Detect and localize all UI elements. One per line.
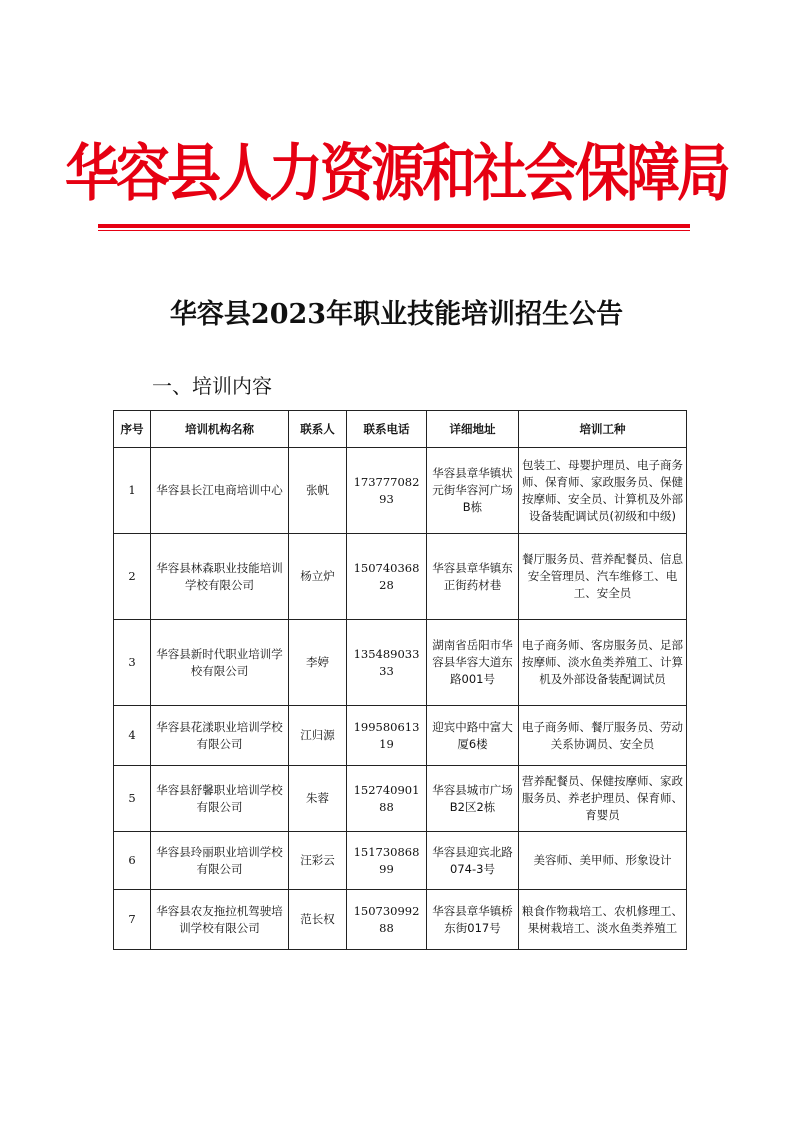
row-occupations: 电子商务师、餐厅服务员、劳动关系协调员、安全员 (519, 706, 687, 766)
table-row (114, 890, 687, 950)
row-address: 华容县章华镇东正街药材巷 (427, 534, 519, 620)
header-occupations: 培训工种 (519, 411, 687, 448)
header-phone: 联系电话 (347, 411, 427, 448)
row-no: 1 (114, 448, 151, 534)
row-phone: 15074036828 (347, 534, 427, 620)
row-phone: 15274090188 (347, 766, 427, 832)
document-title: 华容县2023年职业技能培训招生公告 (169, 299, 624, 330)
table-row (114, 832, 687, 890)
row-address: 华容县章华镇状元街华容河广场B栋 (427, 448, 519, 534)
letterhead-red-rule (98, 224, 690, 228)
header-name: 培训机构名称 (151, 411, 289, 448)
row-name: 华容县花漾职业培训学校有限公司 (151, 706, 289, 766)
row-name: 华容县新时代职业培训学校有限公司 (151, 620, 289, 706)
row-phone: 17377708293 (347, 448, 427, 534)
row-no: 4 (114, 706, 151, 766)
row-contact: 杨立炉 (289, 534, 347, 620)
row-address: 迎宾中路中富大厦6楼 (427, 706, 519, 766)
header-address: 详细地址 (427, 411, 519, 448)
row-name: 华容县林森职业技能培训学校有限公司 (151, 534, 289, 620)
row-contact: 张帆 (289, 448, 347, 534)
row-no: 6 (114, 832, 151, 890)
section-heading: 一、培训内容 (152, 374, 272, 398)
row-phone: 19958061319 (347, 706, 427, 766)
row-address: 华容县城市广场B2区2栋 (427, 766, 519, 832)
table-row (114, 706, 687, 766)
header-no: 序号 (114, 411, 151, 448)
row-contact: 江归源 (289, 706, 347, 766)
training-table (113, 410, 687, 950)
row-contact: 李婷 (289, 620, 347, 706)
row-phone: 15073099288 (347, 890, 427, 950)
row-name: 华容县玲丽职业培训学校有限公司 (151, 832, 289, 890)
row-phone: 13548903333 (347, 620, 427, 706)
row-contact: 汪彩云 (289, 832, 347, 890)
row-no: 7 (114, 890, 151, 950)
table-row (114, 448, 687, 534)
row-no: 5 (114, 766, 151, 832)
row-name: 华容县长江电商培训中心 (151, 448, 289, 534)
row-address: 湖南省岳阳市华容县华容大道东路001号 (427, 620, 519, 706)
table-row (114, 766, 687, 832)
letterhead-red-rule-thin (98, 230, 690, 231)
row-name: 华容县舒馨职业培训学校有限公司 (151, 766, 289, 832)
row-address: 华容县章华镇桥东街017号 (427, 890, 519, 950)
header-contact: 联系人 (289, 411, 347, 448)
row-address: 华容县迎宾北路074-3号 (427, 832, 519, 890)
row-occupations: 餐厅服务员、营养配餐员、信息安全管理员、汽车维修工、电工、安全员 (519, 534, 687, 620)
letterhead-title: 华容县人力资源和社会保障局 (65, 137, 728, 210)
row-occupations: 美容师、美甲师、形象设计 (519, 832, 687, 890)
row-occupations: 营养配餐员、保健按摩师、家政服务员、养老护理员、保育师、育婴员 (519, 766, 687, 832)
row-occupations: 包装工、母婴护理员、电子商务师、保育师、家政服务员、保健按摩师、安全员、计算机及外部设备装配调试员(初级和中级) (519, 448, 687, 534)
row-phone: 15173086899 (347, 832, 427, 890)
row-no: 2 (114, 534, 151, 620)
row-contact: 范长权 (289, 890, 347, 950)
table-header-row (114, 411, 687, 448)
row-no: 3 (114, 620, 151, 706)
row-name: 华容县农友拖拉机驾驶培训学校有限公司 (151, 890, 289, 950)
row-occupations: 电子商务师、客房服务员、足部按摩师、淡水鱼类养殖工、计算机及外部设备装配调试员 (519, 620, 687, 706)
row-contact: 朱蓉 (289, 766, 347, 832)
table-row (114, 620, 687, 706)
row-occupations: 粮食作物栽培工、农机修理工、果树栽培工、淡水鱼类养殖工 (519, 890, 687, 950)
table-row (114, 534, 687, 620)
